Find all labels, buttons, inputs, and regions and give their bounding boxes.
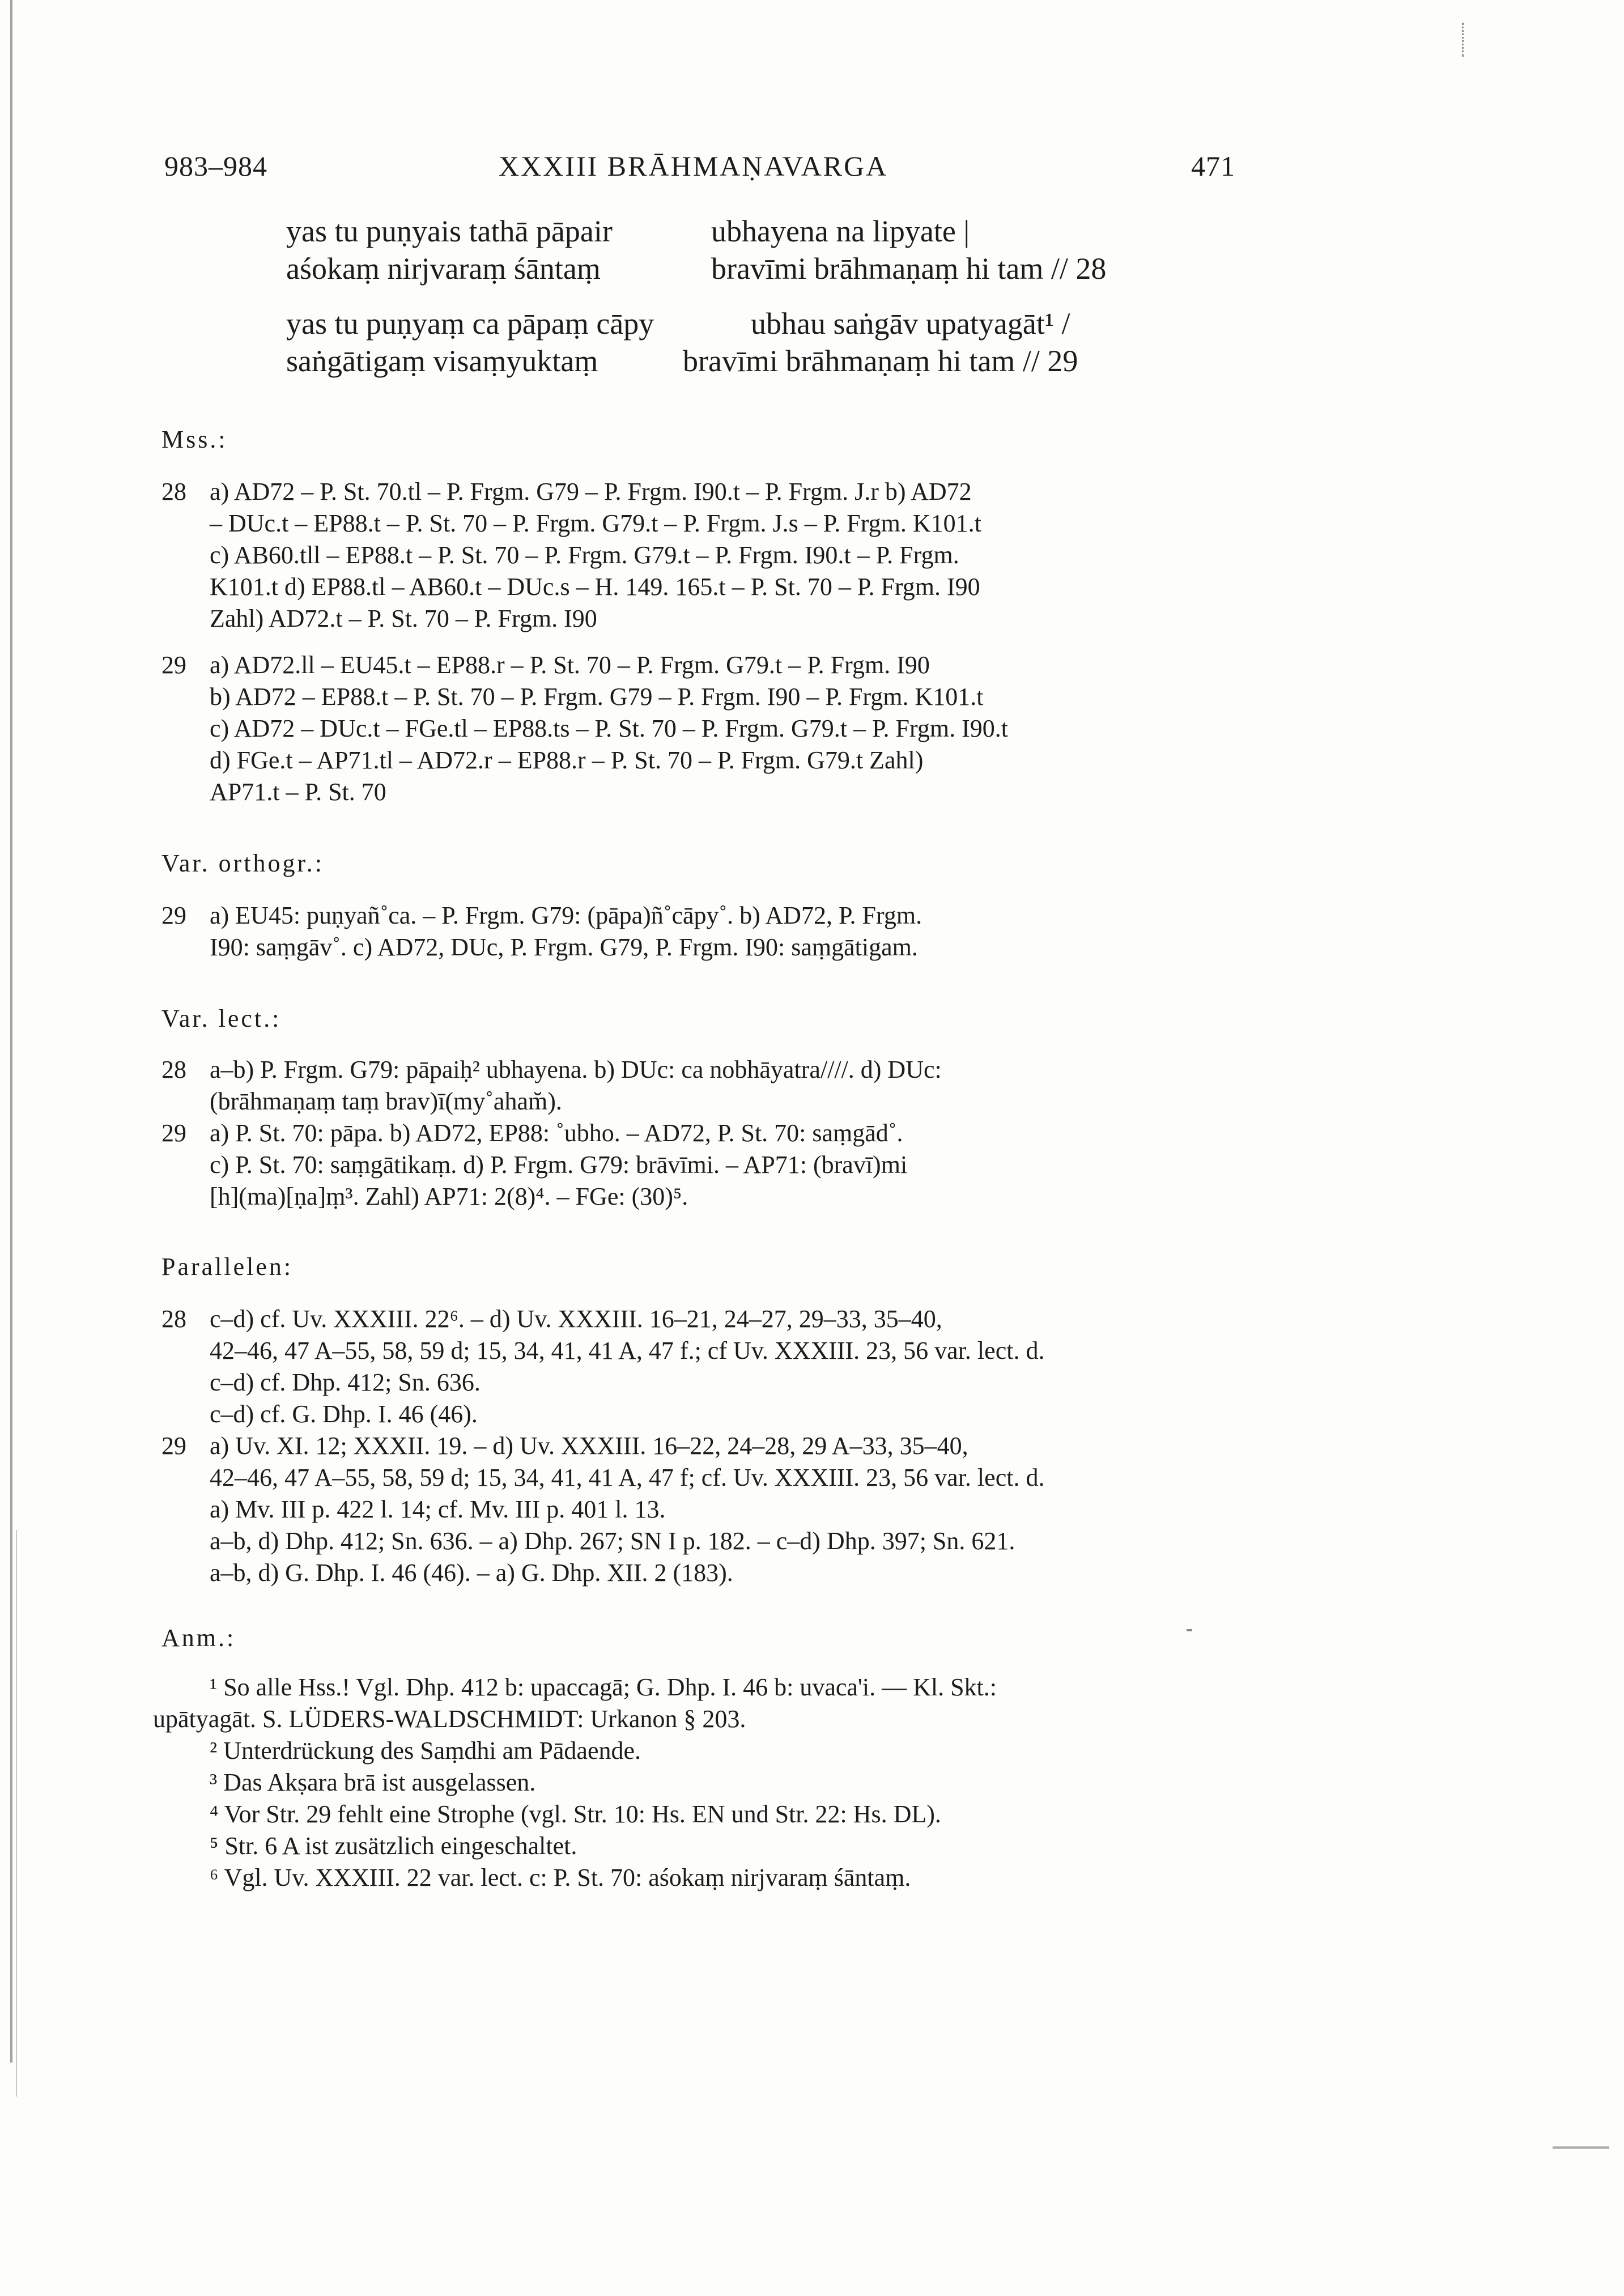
verse-pada-d: bravīmi brāhmaṇaṃ hi tam // 28	[711, 252, 1107, 286]
apparatus-line: K101.t d) EP88.tl – AB60.t – DUc.s – H. 149. 165.t – P. St. 70 – P. Frgm. I90	[210, 573, 980, 601]
verse-pada-a: yas tu puṇyais tathā pāpair	[286, 214, 613, 248]
verse-number: 29	[161, 1119, 186, 1147]
apparatus-line: I90: saṃgāv˚. c) AD72, DUc, P. Frgm. G79, P. Frgm. I90: saṃgātigam.	[210, 933, 918, 961]
apparatus-line: a–b) P. Frgm. G79: pāpaiḥ² ubhayena. b) DUc: ca nobhāyatra////. d) DUc:	[210, 1056, 942, 1083]
verse-number: 28	[161, 1305, 186, 1333]
verse-pada-c: saṅgātigaṃ visaṃyuktaṃ	[286, 344, 598, 378]
lect-entry-28	[161, 1054, 1241, 1117]
footnote-line: ³ Das Akṣara brā ist ausgelassen.	[210, 1768, 536, 1796]
footnote-line: ⁶ Vgl. Uv. XXXIII. 22 var. lect. c: P. St. 70: aśokaṃ nirjvaraṃ śāntaṃ.	[210, 1864, 911, 1891]
footnote-line: ¹ So alle Hss.! Vgl. Dhp. 412 b: upaccagā; G. Dhp. I. 46 b: uvaca'i. — Kl. Skt.:	[210, 1673, 997, 1701]
mss-entry-28	[161, 476, 1241, 635]
mss-entry-29	[161, 649, 1241, 808]
apparatus-line: a) P. St. 70: pāpa. b) AD72, EP88: ˚ubho. – AD72, P. St. 70: saṃgād˚.	[210, 1119, 903, 1147]
apparatus-line: d) FGe.t – AP71.tl – AD72.r – EP88.r – P. St. 70 – P. Frgm. G79.t Zahl)	[210, 746, 924, 774]
scan-artifact-bottom-right	[1553, 2146, 1609, 2149]
apparatus-line: AP71.t – P. St. 70	[210, 778, 386, 806]
binding-edge	[10, 0, 12, 2063]
verse-number: 29	[161, 1432, 186, 1460]
binding-edge-secondary	[16, 1530, 17, 2097]
apparatus-line: c) AD72 – DUc.t – FGe.tl – EP88.ts – P. St. 70 – P. Frgm. G79.t – P. Frgm. I90.t	[210, 715, 1008, 742]
apparatus-line: [h](ma)[ṇa]ṃ³. Zahl) AP71: 2(8)⁴. – FGe: (30)⁵.	[210, 1183, 688, 1210]
footnote-line: ² Unterdrückung des Saṃdhi am Pādaende.	[210, 1737, 641, 1764]
verse-pada-a: yas tu puṇyaṃ ca pāpaṃ cāpy	[286, 307, 654, 341]
apparatus-line: 42–46, 47 A–55, 58, 59 d; 15, 34, 41, 41 A, 47 f; cf. Uv. XXXIII. 23, 56 var. lect. d.	[210, 1464, 1045, 1491]
apparatus-line: b) AD72 – EP88.t – P. St. 70 – P. Frgm. G79 – P. Frgm. I90 – P. Frgm. K101.t	[210, 683, 984, 711]
section-heading-var-lect: Var. lect.:	[161, 1005, 282, 1032]
apparatus-line: c–d) cf. Uv. XXXIII. 22⁶. – d) Uv. XXXIII. 16–21, 24–27, 29–33, 35–40,	[210, 1305, 942, 1333]
verse-line	[286, 250, 1249, 287]
apparatus-line: a) AD72 – P. St. 70.tl – P. Frgm. G79 – P. Frgm. I90.t – P. Frgm. J.r b) AD72	[210, 478, 972, 505]
var-lect-block	[161, 1054, 1241, 1213]
footnote-line: upātyagāt. S. LÜDERS-WALDSCHMIDT: Urkanon § 203.	[153, 1705, 746, 1733]
apparatus-line: Zahl) AD72.t – P. St. 70 – P. Frgm. I90	[210, 605, 597, 632]
section-heading-anm: Anm.:	[161, 1624, 236, 1652]
header-verse-range: 983–984	[164, 150, 267, 182]
verse-pada-b: ubhayena na lipyate |	[711, 214, 970, 248]
verse-line	[286, 212, 1249, 250]
header-chapter-title: XXXIII BRĀHMAṆAVARGA	[499, 150, 888, 182]
footnote-line: ⁴ Vor Str. 29 fehlt eine Strophe (vgl. Str. 10: Hs. EN und Str. 22: Hs. DL).	[210, 1800, 941, 1828]
apparatus-line: a) EU45: puṇyañ˚ca. – P. Frgm. G79: (pāpa)ñ˚cāpy˚. b) AD72, P. Frgm.	[210, 902, 922, 929]
verse-line	[286, 342, 1249, 380]
scan-artifact-dot	[1187, 1629, 1192, 1631]
scan-artifact-top-right	[1462, 23, 1467, 57]
apparatus-line: a–b, d) G. Dhp. I. 46 (46). – a) G. Dhp. XII. 2 (183).	[210, 1559, 733, 1587]
verse-number: 28	[161, 1056, 186, 1083]
apparatus-line: (brāhmaṇaṃ taṃ brav)ī(my˚aham̆).	[210, 1087, 562, 1115]
running-header	[164, 136, 1235, 187]
apparatus-line: a–b, d) Dhp. 412; Sn. 636. – a) Dhp. 267; SN I p. 182. – c–d) Dhp. 397; Sn. 621.	[210, 1527, 1015, 1555]
apparatus-line: a) Mv. III p. 422 l. 14; cf. Mv. III p. 401 l. 13.	[210, 1495, 666, 1523]
footnote-line: ⁵ Str. 6 A ist zusätzlich eingeschaltet.	[210, 1832, 577, 1860]
orth-entry-29	[161, 900, 1241, 963]
lect-entry-29	[161, 1117, 1241, 1213]
apparatus-line: c) AB60.tll – EP88.t – P. St. 70 – P. Frgm. G79.t – P. Frgm. I90.t – P. Frgm.	[210, 541, 959, 569]
section-heading-var-orthogr: Var. orthogr.:	[161, 849, 324, 877]
section-heading-mss: Mss.:	[161, 426, 228, 453]
verse-28	[286, 212, 1249, 287]
apparatus-line: 42–46, 47 A–55, 58, 59 d; 15, 34, 41, 41 A, 47 f.; cf Uv. XXXIII. 23, 56 var. lect. d.	[210, 1337, 1045, 1364]
verse-line	[286, 305, 1249, 342]
mss-block	[161, 476, 1241, 808]
par-entry-28	[161, 1303, 1241, 1430]
var-orthogr-block	[161, 900, 1241, 963]
header-page-number: 471	[1191, 150, 1235, 182]
verse-number: 28	[161, 478, 186, 505]
verse-pada-d: bravīmi brāhmaṇaṃ hi tam // 29	[683, 344, 1078, 378]
apparatus-line: c–d) cf. G. Dhp. I. 46 (46).	[210, 1400, 478, 1428]
apparatus-line: a) AD72.ll – EU45.t – EP88.r – P. St. 70 – P. Frgm. G79.t – P. Frgm. I90	[210, 651, 930, 679]
verse-pada-c: aśokaṃ nirjvaraṃ śāntaṃ	[286, 252, 601, 286]
anmerkungen-block	[153, 1672, 1232, 1894]
apparatus-line: c–d) cf. Dhp. 412; Sn. 636.	[210, 1368, 481, 1396]
verse-29	[286, 305, 1249, 380]
parallelen-block	[161, 1303, 1241, 1589]
apparatus-line: c) P. St. 70: saṃgātikaṃ. d) P. Frgm. G79: brāvīmi. – AP71: (bravī)mi	[210, 1151, 908, 1179]
apparatus-line: – DUc.t – EP88.t – P. St. 70 – P. Frgm. G79.t – P. Frgm. J.s – P. Frgm. K101.t	[210, 509, 981, 537]
verse-number: 29	[161, 651, 186, 679]
apparatus-line: a) Uv. XI. 12; XXXII. 19. – d) Uv. XXXIII. 16–22, 24–28, 29 A–33, 35–40,	[210, 1432, 968, 1460]
verse-pada-b: ubhau saṅgāv upatyagāt¹ /	[751, 307, 1070, 341]
section-heading-parallelen: Parallelen:	[161, 1253, 294, 1281]
verse-number: 29	[161, 902, 186, 929]
par-entry-29	[161, 1430, 1241, 1589]
